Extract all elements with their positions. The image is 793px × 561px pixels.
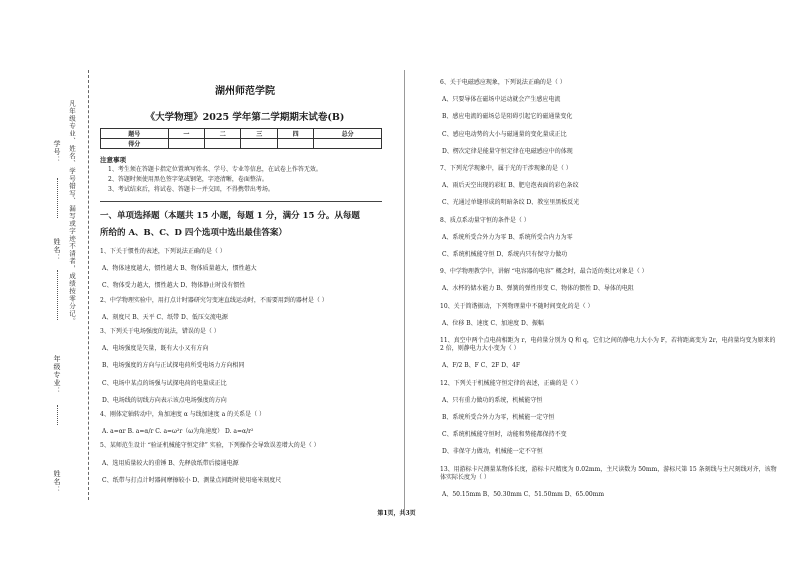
notice-title: 注意事项 [100, 156, 126, 164]
question-stem: 7、下列光学现象中，属于光的干涉现象的是（ ） [440, 165, 572, 173]
score-table [100, 128, 382, 149]
score-cell [277, 139, 313, 149]
answer-options: C、光通过单缝形成的明暗条纹 D、教室里黑板反光 [442, 199, 580, 207]
answer-options: A、50.15mm B、50.30mm C、51.50mm D、65.00mm [442, 491, 605, 499]
notice-item: 2、答题时须使用黑色签字笔或钢笔，字迹清晰，卷面整洁。 [108, 176, 268, 183]
answer-options: D、楞次定律是能量守恒定律在电磁感应中的体现 [442, 147, 573, 155]
school-name: 湖州师范学院 [215, 86, 275, 97]
section-divider [100, 201, 382, 202]
notice-block [100, 155, 390, 195]
class-line [57, 405, 58, 425]
name-label: 姓名： [53, 238, 61, 262]
student-id-line [57, 178, 58, 218]
question-stem: 3、下列关于电场强度的说法，错误的是（ ） [100, 328, 220, 336]
section-title-line: 所给的 A、B、C、D 四个选项中选出最佳答案） [100, 228, 287, 238]
answer-options: A、只有重力做功的系统，机械能守恒 [442, 396, 543, 404]
question-stem: 9、中学物理教学中，讲解 “电容器的电容” 概念时，最合适的类比对象是（ ） [440, 268, 648, 276]
answer-options: A、刻度尺 B、天平 C、纸带 D、低压交流电源 [102, 313, 228, 321]
score-cell: 二 [205, 129, 241, 139]
class-label: 年级专业： [53, 355, 61, 395]
score-cell: 三 [241, 129, 277, 139]
left-column [100, 78, 390, 485]
answer-options: A、系统所受合外力为零 B、系统所受合内力为零 [442, 233, 573, 241]
column-divider [404, 70, 405, 510]
name-line [57, 270, 58, 320]
signature-label: 姓名： [53, 470, 61, 494]
answer-options: A、F/2 B、F C、2F D、4F [442, 362, 520, 370]
answer-options: C、感应电动势的大小与磁通量的变化量成正比 [442, 130, 567, 138]
question-stem: 11、真空中两个点电荷相距为 r，电荷量分别为 Q 和 q，它们之间的静电力大小为 F，若将距离变为 2r，电荷量均变为原来的 2 倍，则静电力大小变为（ ） [440, 337, 776, 353]
answer-options: A、物体速度越大，惯性越大 B、物体质量越大，惯性越大 [102, 265, 257, 273]
answer-options: C、纸带与打点计时器间摩擦较小 D、测量点间距时使用毫米刻度尺 [102, 476, 282, 484]
exam-title: 《大学物理》2025 学年第二学期期末试卷(B) [145, 112, 345, 123]
score-cell: 得分 [101, 139, 169, 149]
section-title [100, 208, 390, 242]
seal-line [88, 70, 89, 500]
answer-options: A、雨后天空出现的彩虹 B、肥皂泡表面的彩色条纹 [442, 182, 579, 190]
score-cell [168, 139, 204, 149]
answer-options: B、感应电流的磁场总是阻碍引起它的磁通量变化 [442, 113, 573, 121]
question-stem: 1、下关于惯性的表述，下列说法正确的是（ ） [100, 248, 226, 255]
question-stem: 8、质点系动量守恒的条件是（ ） [440, 216, 530, 224]
answer-options: B、系统所受合外力为零，机械能一定守恒 [442, 414, 555, 422]
score-cell: 四 [277, 129, 313, 139]
answer-options: A、只要导体在磁场中运动就会产生感应电流 [442, 96, 561, 104]
page-footer: 第1页，共3页 [377, 510, 416, 517]
question-stem: 13、用游标卡尺测量某物体长度，游标卡尺精度为 0.02mm，主尺读数为 50mm，游标尺第 15 条刻线与主尺刻线对齐，该物体实际长度为（ ） [440, 465, 777, 481]
question-stem: 2、中学物理实验中，用打点计时器研究匀变速直线运动时，不需要用到的器材是（ ） [100, 296, 328, 304]
student-id-label: 学号： [53, 140, 61, 164]
binding-margin [0, 0, 96, 561]
fill-instruction: 凡年级专业、姓名、学号错写、漏写或字迹不清者，成绩按零分记。 [68, 100, 76, 325]
answer-options: C、物体受力越大，惯性越大 D、物体静止时没有惯性 [102, 282, 246, 290]
answer-options: D、非保守力做功，机械能一定不守恒 [442, 448, 543, 456]
question-stem: 5、某师范生设计 “验证机械能守恒定律” 实验，下列操作会导致误差增大的是（ ） [100, 442, 320, 450]
answer-options: A、水杯的储水能力 B、弹簧的弹性形变 C、物体的惯性 D、导体的电阻 [442, 285, 634, 293]
answer-options: D、电场线的切线方向表示该点电场强度的方向 [102, 396, 227, 404]
score-cell: 题号 [101, 129, 169, 139]
left-question-list [100, 248, 390, 485]
answer-options: C、电场中某点的场强与试探电荷的电量成正比 [102, 379, 227, 387]
right-question-list [440, 79, 780, 499]
score-cell [205, 139, 241, 149]
answer-options: A. a=αr B. a=α/r C. a=ω²r（ω为角速度） D. a=α/r² [102, 428, 254, 436]
answer-options: C、系统机械能守恒 D、系统内只有保守力做功 [442, 251, 568, 259]
score-cell: 总分 [314, 129, 382, 139]
question-stem: 6、关于电磁感应现象，下列说法正确的是（ ） [440, 79, 566, 86]
notice-item: 3、考试结束后，将试卷、答题卡一并交回，不得携带出考场。 [108, 186, 274, 193]
question-stem: 10、关于简谐振动，下列物理量中不随时间变化的是（ ） [440, 302, 594, 310]
answer-options: A、选用质量较大的重锤 B、先释放纸带后接通电源 [102, 459, 239, 467]
score-cell [241, 139, 277, 149]
right-column [440, 70, 780, 499]
score-table-header-row [101, 129, 382, 139]
notice-item: 1、考生须在答题卡指定位置填写姓名、学号、专业等信息，在试卷上作答无效。 [108, 166, 322, 173]
question-stem: 12、下列关于机械能守恒定律的表述，正确的是（ ） [440, 379, 582, 387]
section-title-line: 一、单项选择题（本题共 15 小题，每题 1 分，满分 15 分。从每题 [100, 211, 360, 221]
question-stem: 4、刚体定轴转动中，角加速度 α 与线加速度 a 的关系是（ ） [100, 411, 265, 419]
score-cell: 一 [168, 129, 204, 139]
answer-options: B、电场强度的方向与正试探电荷所受电场力方向相同 [102, 362, 245, 370]
answer-options: C、系统机械能守恒时，动能和势能都保持不变 [442, 431, 567, 439]
score-cell [314, 139, 382, 149]
score-table-score-row [101, 139, 382, 149]
answer-options: A、位移 B、速度 C、加速度 D、振幅 [442, 319, 544, 327]
answer-options: A、电场强度是矢量，既有大小又有方向 [102, 345, 209, 353]
